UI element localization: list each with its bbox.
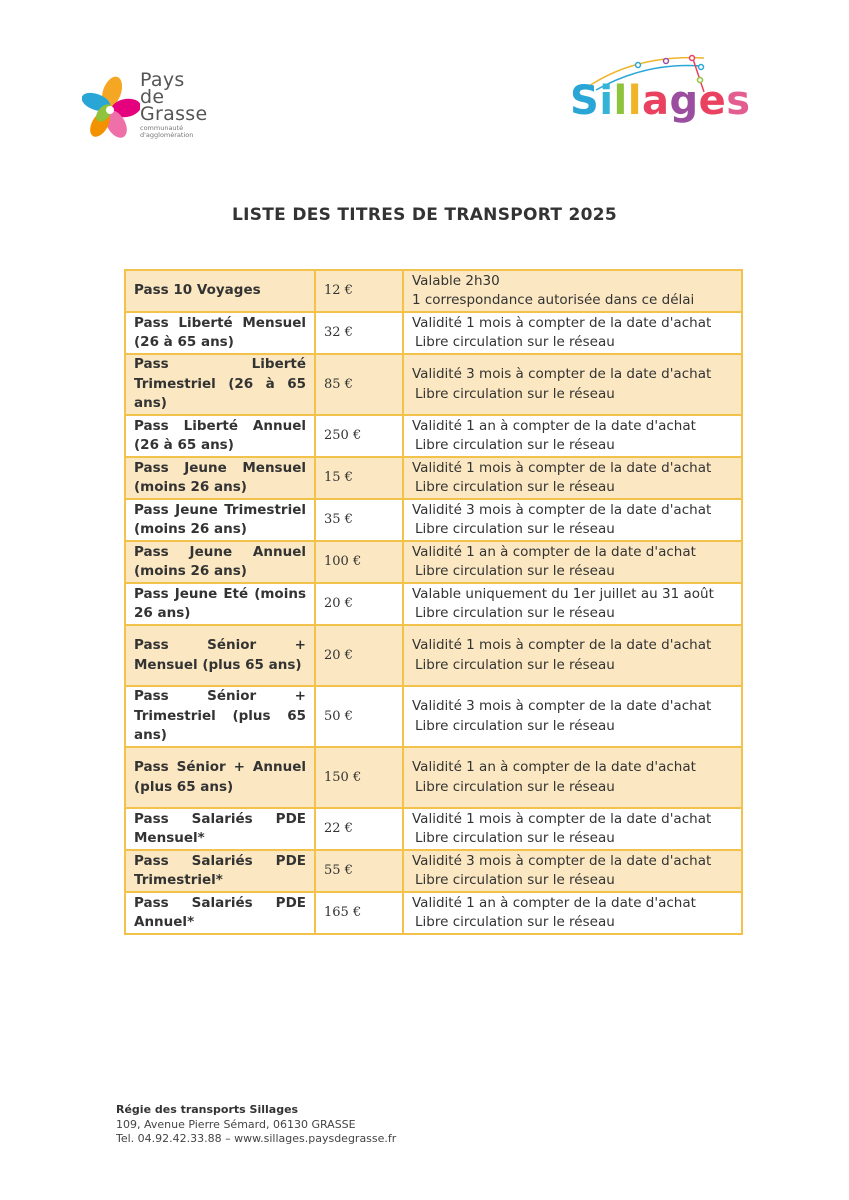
pass-description bbox=[403, 270, 742, 312]
footer-org: Régie des transports Sillages bbox=[116, 1103, 299, 1116]
description-line: Libre circulation sur le réseau bbox=[415, 778, 615, 795]
description-line: Libre circulation sur le réseau bbox=[415, 914, 615, 930]
description-line: Libre circulation sur le réseau bbox=[415, 521, 615, 537]
wordmark-letter: e bbox=[698, 78, 727, 124]
description-line: Validité 1 an à compter de la date d'achat bbox=[412, 894, 696, 911]
pays-de-grasse-logo bbox=[82, 70, 252, 146]
footer-address: 109, Avenue Pierre Sémard, 06130 GRASSE bbox=[116, 1117, 356, 1131]
description-line: Libre circulation sur le réseau bbox=[415, 437, 615, 453]
pass-description bbox=[403, 415, 742, 457]
table-row bbox=[125, 747, 742, 808]
table-row bbox=[125, 457, 742, 499]
pass-name: Pass Sénior + Annuel (plus 65 ans) bbox=[125, 747, 315, 808]
pass-price: 22 € bbox=[315, 808, 403, 850]
table-row bbox=[125, 625, 742, 686]
description-line: Validité 1 an à compter de la date d'achat bbox=[412, 543, 696, 560]
table-row bbox=[125, 892, 742, 934]
pass-name: Pass Liberté Trimestriel (26 à 65 ans) bbox=[125, 354, 315, 415]
pass-price: 165 € bbox=[315, 892, 403, 934]
pass-description bbox=[403, 747, 742, 808]
description-line: Validité 1 mois à compter de la date d'achat bbox=[412, 459, 712, 476]
pass-name: Pass Jeune Annuel (moins 26 ans) bbox=[125, 541, 315, 583]
pass-description bbox=[403, 850, 742, 892]
table-row bbox=[125, 415, 742, 457]
wordmark-letter: S bbox=[570, 78, 600, 124]
pass-name: Pass Salariés PDE Mensuel* bbox=[125, 808, 315, 850]
pass-description bbox=[403, 625, 742, 686]
pass-price: 15 € bbox=[315, 457, 403, 499]
pass-description bbox=[403, 686, 742, 747]
description-line: Libre circulation sur le réseau bbox=[415, 872, 615, 888]
table-row bbox=[125, 354, 742, 415]
pass-price: 20 € bbox=[315, 583, 403, 625]
table-row bbox=[125, 808, 742, 850]
table-row bbox=[125, 541, 742, 583]
pass-name: Pass Jeune Mensuel (moins 26 ans) bbox=[125, 457, 315, 499]
pass-name: Pass 10 Voyages bbox=[125, 270, 315, 312]
wordmark-letter: g bbox=[669, 78, 699, 124]
pass-price: 50 € bbox=[315, 686, 403, 747]
wordmark-letter: i bbox=[599, 78, 614, 124]
description-line: Validité 3 mois à compter de la date d'achat bbox=[412, 366, 712, 382]
description-line: Validité 1 an à compter de la date d'achat bbox=[412, 759, 696, 775]
pass-description bbox=[403, 354, 742, 415]
pass-price: 12 € bbox=[315, 270, 403, 312]
description-line: Libre circulation sur le réseau bbox=[415, 334, 615, 350]
description-line: Validité 1 mois à compter de la date d'achat bbox=[412, 810, 712, 827]
wordmark-letter: l bbox=[613, 78, 628, 124]
pass-price: 55 € bbox=[315, 850, 403, 892]
pass-name: Pass Jeune Trimestriel (moins 26 ans) bbox=[125, 499, 315, 541]
description-line: Libre circulation sur le réseau bbox=[415, 717, 615, 734]
fares-table bbox=[124, 269, 743, 935]
pass-price: 85 € bbox=[315, 354, 403, 415]
pass-name: Pass Sénior + Trimestriel (plus 65 ans) bbox=[125, 686, 315, 747]
footer-contact: Tel. 04.92.42.33.88 – www.sillages.paysdegrasse.fr bbox=[116, 1132, 397, 1145]
wordmark-letter: l bbox=[627, 78, 642, 124]
description-line: Libre circulation sur le réseau bbox=[415, 656, 615, 673]
pass-description bbox=[403, 499, 742, 541]
description-line: 1 correspondance autorisée dans ce délai bbox=[412, 292, 695, 308]
wordmark-letter: s bbox=[726, 78, 751, 124]
pass-name: Pass Salariés PDE Annuel* bbox=[125, 892, 315, 934]
pass-price: 250 € bbox=[315, 415, 403, 457]
table-row bbox=[125, 270, 742, 312]
pass-price: 20 € bbox=[315, 625, 403, 686]
description-line: Libre circulation sur le réseau bbox=[415, 563, 615, 579]
pass-price: 32 € bbox=[315, 312, 403, 354]
description-line: Validité 1 mois à compter de la date d'achat bbox=[412, 637, 712, 653]
pass-description bbox=[403, 541, 742, 583]
pass-price: 100 € bbox=[315, 541, 403, 583]
page-title: LISTE DES TITRES DE TRANSPORT 2025 bbox=[231, 205, 618, 225]
logo-subtitle-1: communauté bbox=[140, 124, 184, 132]
table-row bbox=[125, 686, 742, 747]
pass-name: Pass Jeune Eté (moins 26 ans) bbox=[125, 583, 315, 625]
logo-line-3: Grasse bbox=[140, 103, 208, 125]
flower-logo-icon bbox=[82, 70, 140, 146]
pass-price: 150 € bbox=[315, 747, 403, 808]
pass-description bbox=[403, 312, 742, 354]
footer bbox=[116, 1103, 396, 1147]
pass-name: Pass Liberté Mensuel (26 à 65 ans) bbox=[125, 312, 315, 354]
pass-name: Pass Salariés PDE Trimestriel* bbox=[125, 850, 315, 892]
description-line: Valable uniquement du 1er juillet au 31 août bbox=[412, 585, 714, 602]
table-row bbox=[125, 312, 742, 354]
table-row bbox=[125, 583, 742, 625]
table-row bbox=[125, 850, 742, 892]
pass-name: Pass Liberté Annuel (26 à 65 ans) bbox=[125, 415, 315, 457]
pass-price: 35 € bbox=[315, 499, 403, 541]
logo-line-2: de bbox=[140, 86, 165, 108]
sillages-logo bbox=[566, 52, 766, 142]
description-line: Libre circulation sur le réseau bbox=[415, 605, 615, 621]
description-line: Validité 3 mois à compter de la date d'achat bbox=[412, 698, 712, 714]
description-line: Libre circulation sur le réseau bbox=[415, 385, 615, 402]
logo-line-1: Pays bbox=[140, 69, 185, 91]
pass-description bbox=[403, 808, 742, 850]
wordmark-letter: a bbox=[641, 78, 670, 124]
pass-description bbox=[403, 583, 742, 625]
table-row bbox=[125, 499, 742, 541]
logo-subtitle-2: d'agglomération bbox=[140, 131, 194, 139]
description-line: Valable 2h30 bbox=[412, 272, 500, 289]
pass-description bbox=[403, 892, 742, 934]
description-line: Validité 1 mois à compter de la date d'achat bbox=[412, 314, 712, 331]
description-line: Libre circulation sur le réseau bbox=[415, 479, 615, 495]
description-line: Validité 3 mois à compter de la date d'achat bbox=[412, 852, 712, 869]
pass-description bbox=[403, 457, 742, 499]
description-line: Libre circulation sur le réseau bbox=[415, 830, 615, 846]
pass-name: Pass Sénior + Mensuel (plus 65 ans) bbox=[125, 625, 315, 686]
description-line: Validité 1 an à compter de la date d'achat bbox=[412, 417, 696, 434]
description-line: Validité 3 mois à compter de la date d'achat bbox=[412, 501, 712, 518]
sillages-wordmark bbox=[570, 78, 751, 124]
